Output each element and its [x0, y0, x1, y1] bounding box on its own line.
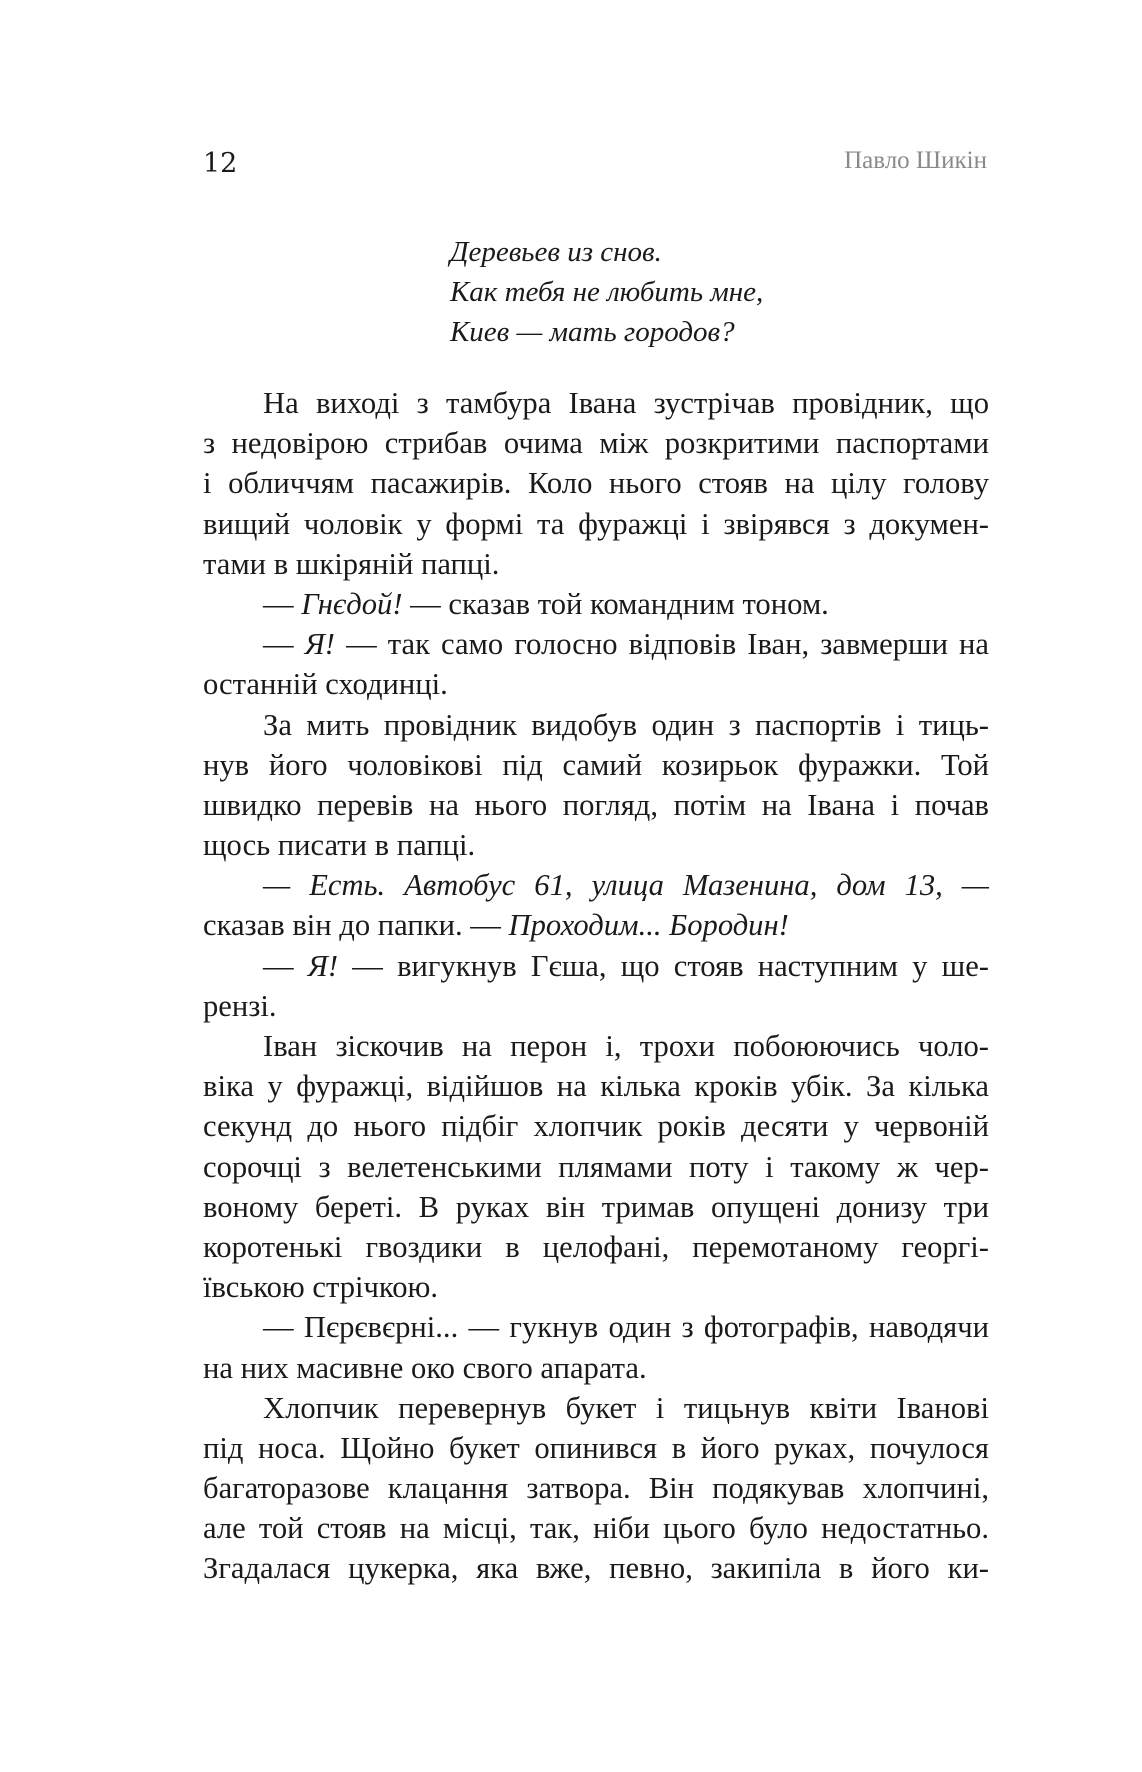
poem-line: Деревьев из снов. [450, 236, 662, 268]
poem-line: Киев — мать городов? [450, 316, 735, 348]
text-line: рензі. [203, 988, 277, 1023]
text-line: Іван зіскочив на перон і, трохи побоюючись чоло- [263, 1029, 989, 1063]
text-line [203, 584, 989, 624]
text-line: ївською стрічкою. [203, 1270, 439, 1305]
text-line: — Пєрєвєрні... — гукнув один з фотографів, наводячи [263, 1310, 989, 1345]
text-line [203, 905, 989, 945]
text-line: тами в шкіряній папці. [203, 546, 500, 581]
text-line: і обличчям пасажирів. Коло нього стояв на цілу голову [203, 466, 989, 501]
text-line: швидко перевів на нього погляд, потім на Івана і почав [203, 787, 989, 822]
text-line [203, 624, 989, 664]
text-line: щось писати в папці. [203, 828, 476, 863]
text-line: Згадалася цукерка, яка вже, певно, закипіла в його ки- [203, 1551, 989, 1586]
text-fragment-italic: Гнєдой! [301, 586, 403, 621]
text-fragment: — [263, 627, 305, 662]
poem-line: Как тебя не любить мне, [450, 276, 764, 308]
text-line [203, 946, 989, 986]
text-line: — Есть. Автобус 61, улица Мазенина, дом 13, — [263, 868, 989, 903]
text-line: на них масивне око свого апарата. [203, 1350, 647, 1385]
text-line: коротенькі гвоздики в целофані, перемотаному георгі- [203, 1229, 989, 1264]
text-fragment: сказав він до папки. — [203, 908, 509, 943]
text-line: багаторазове клацання затвора. Він подякував хлопчині, [203, 1471, 989, 1506]
body-text [203, 383, 989, 1589]
text-fragment-italic: Я! [304, 627, 335, 662]
text-fragment: — [263, 948, 308, 983]
text-line: вищий чоловік у формі та фуражці і звірявся з докумен- [203, 506, 989, 541]
text-line: На виході з тамбура Івана зустрічав провідник, що [263, 386, 989, 420]
text-line: під носа. Щойно букет опинився в його руках, почулося [203, 1430, 989, 1465]
text-line: За мить провідник видобув один з паспортів і тиць- [263, 707, 989, 742]
text-fragment: — [263, 586, 302, 621]
text-fragment-italic: Я! [307, 948, 339, 983]
text-fragment: — так само голосно відповів Іван, завмерши на [334, 627, 989, 662]
text-line: секунд до нього підбіг хлопчик років десяти у червоній [203, 1109, 989, 1144]
text-line: воному береті. В руках він тримав опущені донизу три [203, 1189, 989, 1224]
text-line: Хлопчик перевернув букет і тицьнув квіти Іванові [263, 1390, 989, 1425]
text-fragment: — сказав той командним тоном. [402, 586, 829, 621]
text-line: нув його чоловікові під самий козирьок фуражки. Той [203, 747, 989, 782]
text-line: але той стояв на місці, так, ніби цього було недостатньо. [203, 1511, 989, 1546]
text-line: сорочці з велетенськими плямами поту і такому ж чер- [203, 1149, 989, 1184]
running-head-author: Павло Шикін [844, 147, 987, 174]
text-line: з недовірою стрибав очима між розкритими паспортами [203, 426, 989, 461]
poem-stanza [450, 232, 763, 352]
text-line: віка у фуражці, відійшов на кілька кроків убік. За кілька [203, 1069, 989, 1104]
page-number: 12 [203, 148, 238, 179]
text-line: останній сходинці. [203, 667, 448, 702]
text-fragment-italic: Проходим... Бородин! [508, 908, 789, 943]
text-fragment: — вигукнув Гєша, що стояв наступним у ше- [338, 948, 989, 983]
